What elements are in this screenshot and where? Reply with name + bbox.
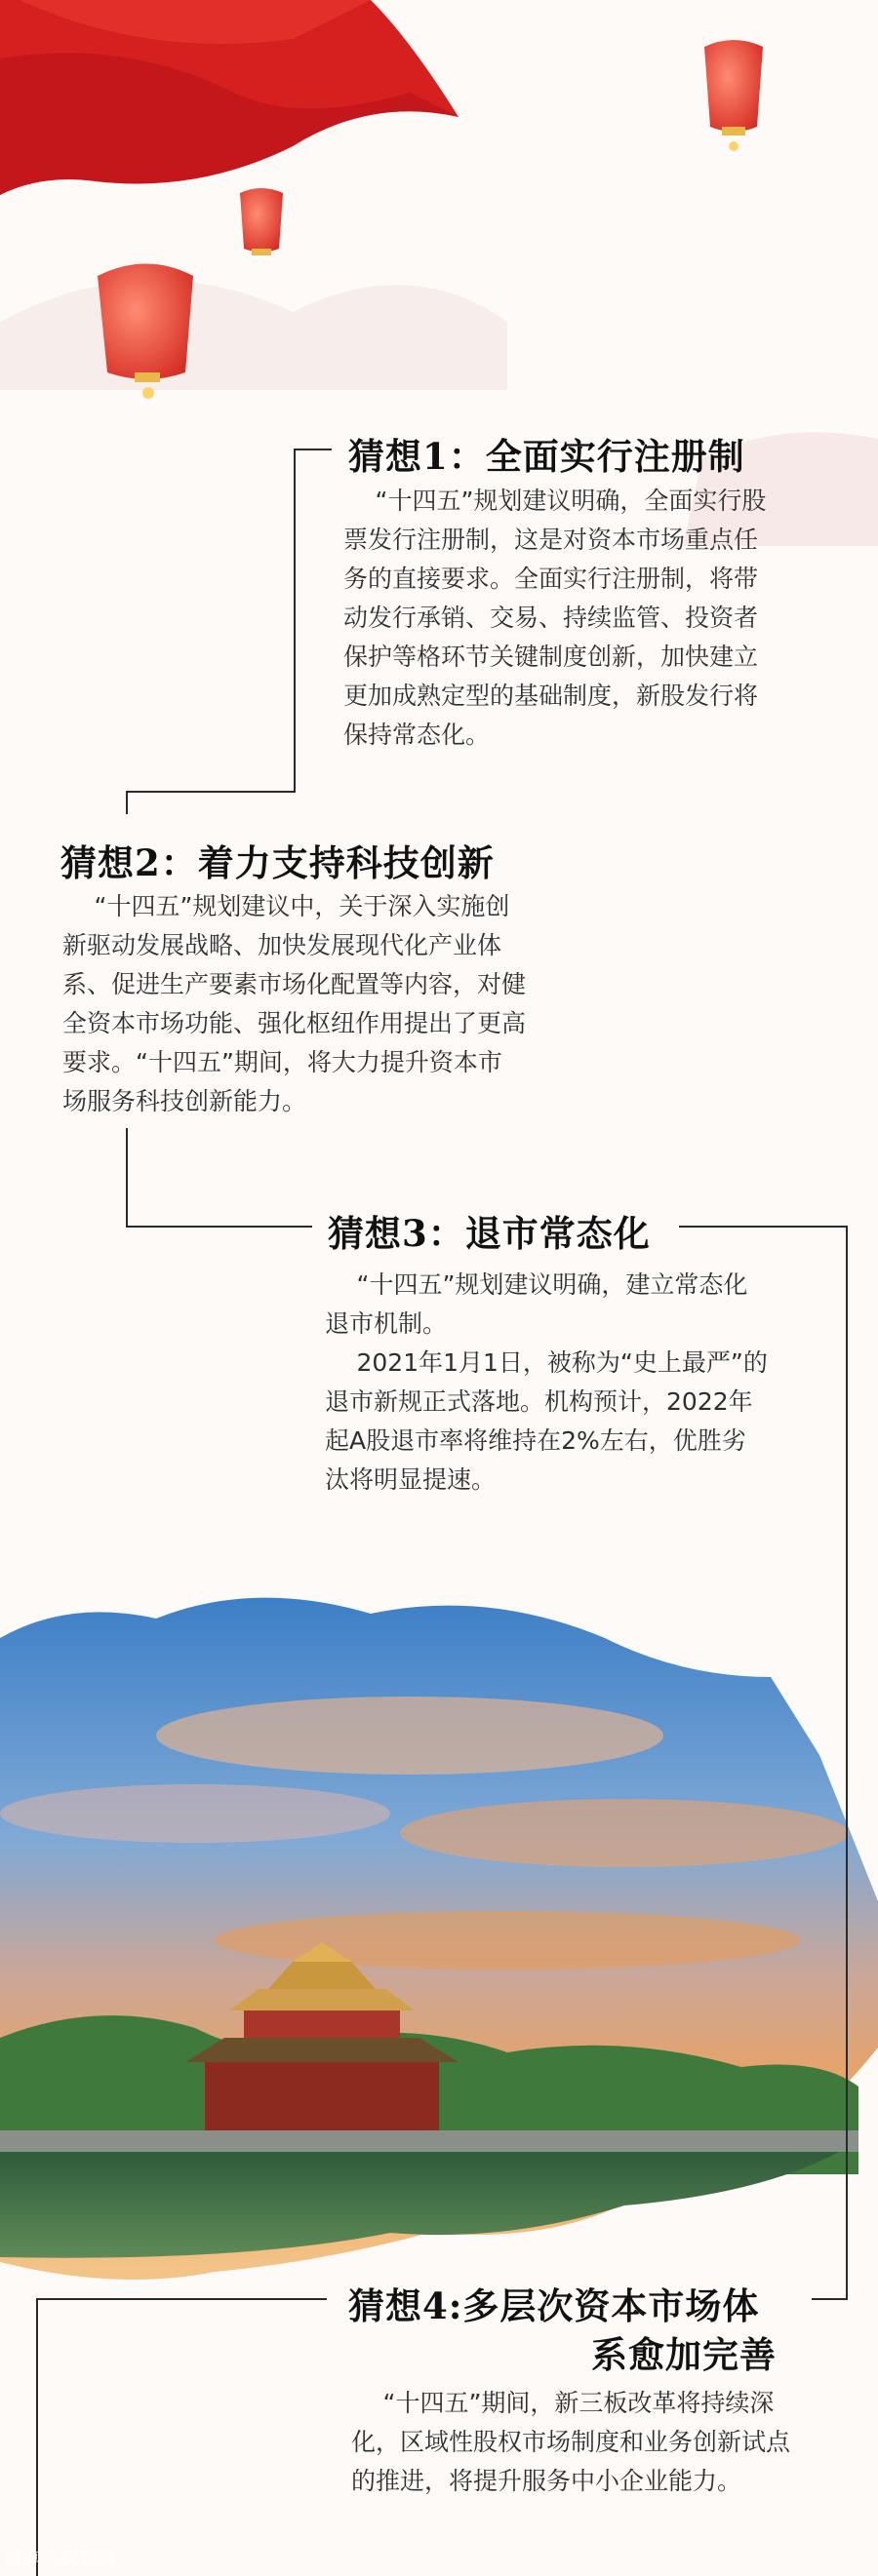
watermark: 微博 人民视频 xyxy=(4,2550,115,2570)
section4-title-line2: 系愈加完善 xyxy=(591,2333,777,2376)
section2-body xyxy=(62,887,526,1121)
section4-title-line1: 猜想4:多层次资本市场体 xyxy=(348,2284,760,2327)
section1-body xyxy=(343,482,773,755)
lantern-icon xyxy=(240,188,283,255)
section3-paragraph-1: “十四五”规划建议明确，建立常态化退市机制。 xyxy=(325,1270,748,1338)
section3-paragraph-2: 2021年1月1日，被称为“史上最严”的退市新规正式落地。机构预计，2022年起A股退市率将维持在2%左右，优胜劣汰将明显提速。 xyxy=(325,1348,768,1494)
section2-paragraph: “十四五”规划建议中，关于深入实施创新驱动发展战略、加快发展现代化产业体系、促进生产要素市场化配置等内容，对健全资本市场功能、强化枢纽作用提出了更高要求。“十四五”期间，将大力提升资本市场服务科技创新能力。 xyxy=(62,892,527,1115)
section1-title: 猜想1：全面实行注册制 xyxy=(348,435,745,478)
section1-paragraph: “十四五”规划建议明确，全面实行股票发行注册制，这是对资本市场重点任务的直接要求。全面实行注册制，将带动发行承销、交易、持续监管、投资者保护等格环节关键制度创新，加快建立更加成熟定型的基础制度，新股发行将保持常态化。 xyxy=(343,487,767,749)
forbidden-city-painting xyxy=(0,1598,878,2280)
flag-icon xyxy=(0,0,459,195)
section4-body xyxy=(351,2384,790,2501)
section2-title: 猜想2：着力支持科技创新 xyxy=(60,841,495,884)
section4-paragraph: “十四五”期间，新三板改革将持续深化，区域性股权市场制度和业务创新试点的推进，将提升服务中小企业能力。 xyxy=(351,2389,791,2495)
section3-title: 猜想3：退市常态化 xyxy=(328,1212,651,1255)
section3-body xyxy=(325,1266,769,1500)
lantern-icon xyxy=(704,40,763,151)
